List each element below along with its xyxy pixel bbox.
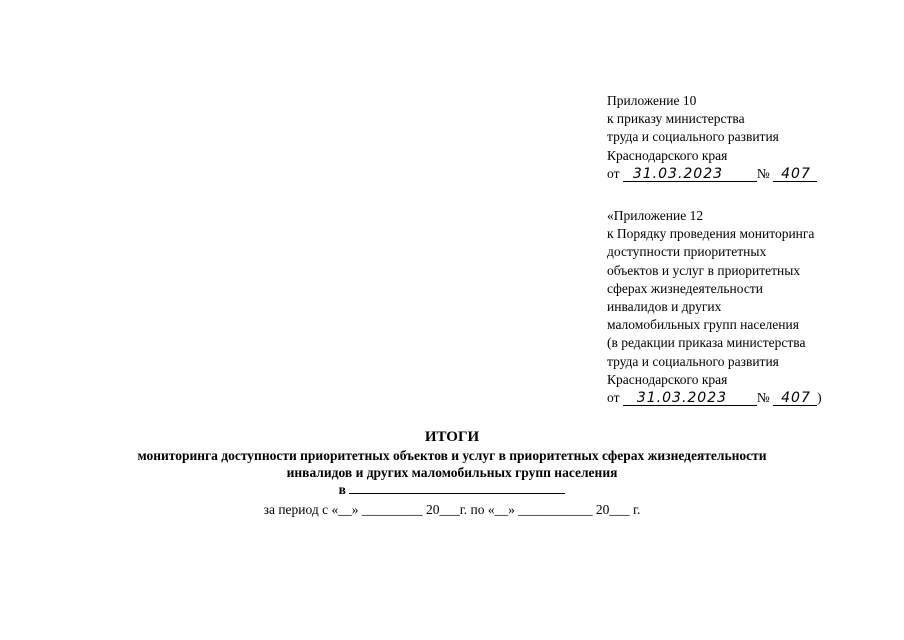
appendix-12-line: инвалидов и других xyxy=(607,299,722,315)
location-line xyxy=(0,481,904,498)
appendix-12-line: сферах жизнедеятельности xyxy=(607,280,763,296)
number-field xyxy=(773,165,817,182)
handwritten-number: 407 xyxy=(781,165,811,182)
handwritten-date: 31.03.2023 xyxy=(632,165,724,182)
appendix-12-line: Краснодарского края xyxy=(607,371,728,387)
appendix-12-line: (в редакции приказа министерства xyxy=(607,335,806,351)
appendix-10-order-ref: к приказу министерства xyxy=(607,111,745,127)
appendix-12-line: доступности приоритетных xyxy=(607,244,767,260)
appendix-12-line: маломобильных групп населения xyxy=(607,317,799,333)
report-title xyxy=(0,428,904,519)
date-field xyxy=(623,389,757,406)
appendix-12-date-line xyxy=(607,389,822,407)
appendix-10-title: Приложение 10 xyxy=(607,93,697,108)
handwritten-date: 31.03.2023 xyxy=(636,390,728,407)
title-subtitle-2: инвалидов и других маломобильных групп населения xyxy=(286,465,618,480)
date-prefix: от xyxy=(607,390,620,406)
handwritten-number: 407 xyxy=(781,390,811,407)
title-heading: ИТОГИ xyxy=(424,429,480,445)
appendix-12-line: к Порядку проведения мониторинга xyxy=(607,226,815,242)
appendix-12-line: «Приложение 12 xyxy=(607,208,704,223)
appendix-12-line: объектов и услуг в приоритетных xyxy=(607,262,801,278)
location-prefix: в xyxy=(338,482,346,497)
date-prefix: от xyxy=(607,165,620,181)
appendix-10-header xyxy=(607,92,817,183)
title-subtitle-1: мониторинга доступности приоритетных объектов и услуг в приоритетных сферах жизнедеятельности xyxy=(137,448,767,463)
appendix-10-date-line xyxy=(607,165,817,183)
location-blank xyxy=(349,481,565,494)
number-prefix: № xyxy=(756,390,770,406)
closing-parenthesis: ) xyxy=(817,390,822,406)
period-line: за период с «__» _________ 20___г. по «__» ___________ 20___ г. xyxy=(263,502,641,517)
appendix-10-ministry: труда и социального развития xyxy=(607,129,779,145)
date-field xyxy=(623,165,757,182)
appendix-12-header xyxy=(607,207,822,407)
number-field xyxy=(773,389,817,406)
number-prefix: № xyxy=(756,165,770,181)
appendix-12-line: труда и социального развития xyxy=(607,353,779,369)
appendix-10-region: Краснодарского края xyxy=(607,147,728,163)
